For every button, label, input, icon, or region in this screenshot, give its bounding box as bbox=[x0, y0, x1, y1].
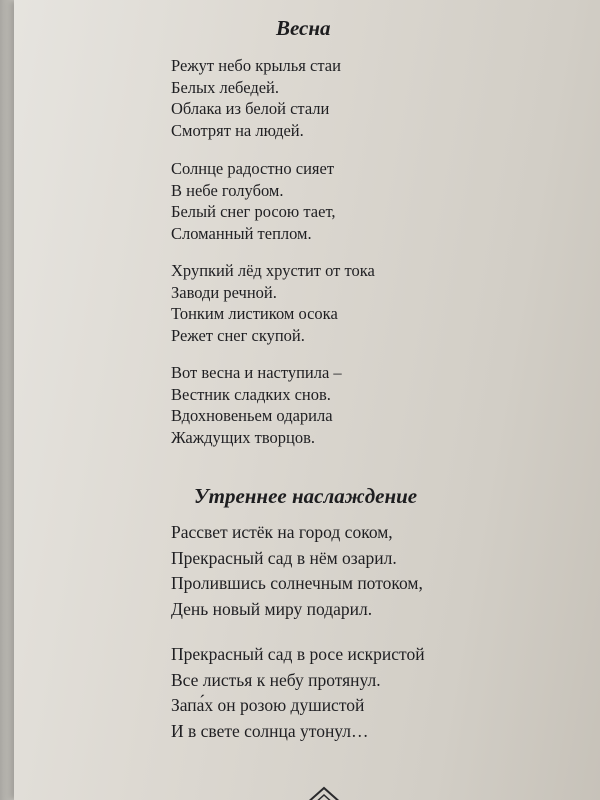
poem-line: Белых лебедей. bbox=[171, 77, 280, 97]
stanza bbox=[171, 260, 375, 346]
poem-line: Вестник сладких снов. bbox=[171, 384, 331, 404]
adjacent-page-edge bbox=[0, 0, 14, 800]
poem-line: Режут небо крылья стаи bbox=[171, 56, 341, 75]
poem-title: Утреннее наслаждение bbox=[194, 484, 418, 508]
poem-line: Сломанный теплом. bbox=[171, 223, 312, 243]
book-page bbox=[14, 0, 600, 800]
poem-line: Пролившись солнечным потоком, bbox=[171, 573, 423, 593]
poem-line: Прекрасный сад в нём озарил. bbox=[171, 547, 397, 568]
poem-line: Все листья к небу протянул. bbox=[171, 669, 381, 690]
poem-line: Тонким листиком осока bbox=[171, 304, 338, 324]
poem-line: Хрупкий лёд хрустит от тока bbox=[171, 261, 375, 280]
poem-line: Вот весна и наступила – bbox=[171, 363, 342, 382]
poem-line: День новый миру подарил. bbox=[171, 598, 373, 619]
stanza bbox=[171, 55, 341, 141]
poem-line: Запа́х он розою душистой bbox=[171, 695, 365, 715]
stanza bbox=[171, 362, 342, 448]
poem-line: Солнце радостно сияет bbox=[171, 159, 335, 178]
poem-line: И в свете солнца утонул… bbox=[171, 720, 369, 741]
stanza bbox=[171, 158, 336, 244]
poem-line: Вдохновеньем одарила bbox=[171, 406, 333, 426]
poem-line: В небе голубом. bbox=[171, 180, 284, 200]
poem-line: Белый снег росою тает, bbox=[171, 202, 336, 222]
poem-line: Прекрасный сад в росе искристой bbox=[171, 644, 425, 664]
poem-line: Облака из белой стали bbox=[171, 99, 330, 119]
poem-line: Режет снег скупой. bbox=[171, 325, 305, 345]
poem-line: Смотрят на людей. bbox=[171, 120, 304, 140]
poem-line: Заводи речной. bbox=[171, 282, 277, 302]
poem-line: Жаждущих творцов. bbox=[171, 427, 316, 447]
poem-title: Весна bbox=[276, 16, 331, 40]
stanza bbox=[171, 520, 423, 622]
page-ornament-icon bbox=[304, 784, 344, 800]
stanza bbox=[171, 642, 425, 744]
poem-line: Рассвет истёк на город соком, bbox=[171, 522, 393, 542]
